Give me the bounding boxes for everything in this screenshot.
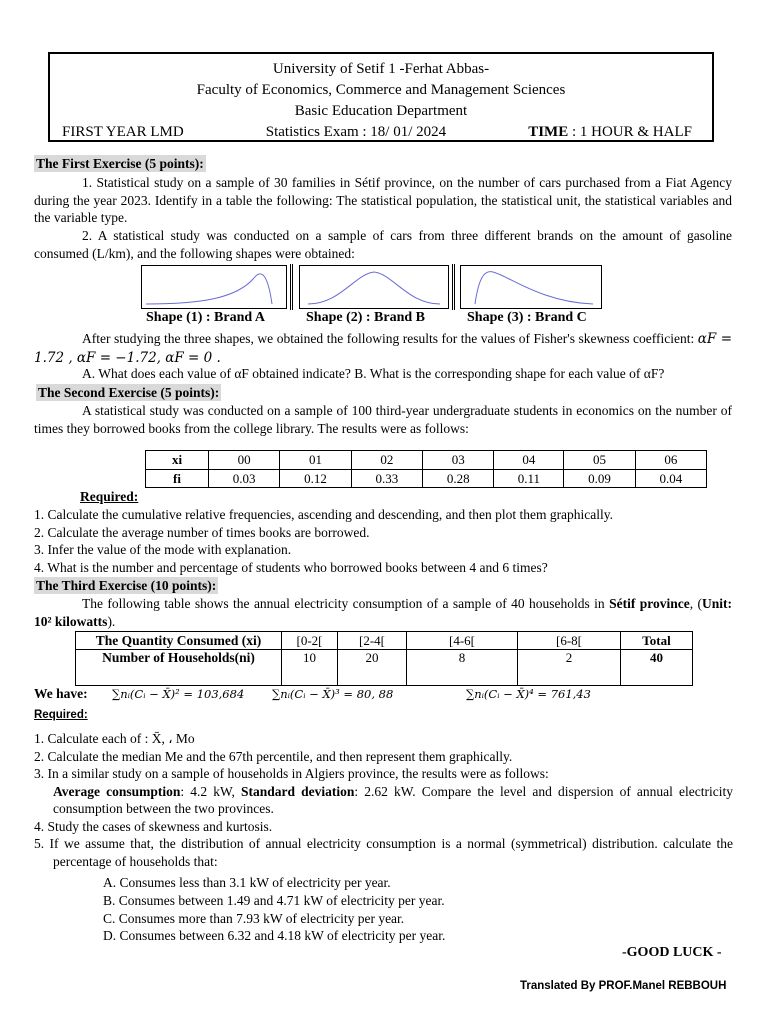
exam-time	[528, 122, 692, 143]
row-x-label: xi	[146, 451, 209, 470]
exercise-1-title: The First Exercise (5 points):	[36, 156, 204, 171]
table-row-classes	[76, 632, 693, 650]
table-row-x	[146, 451, 707, 470]
table-cell: 06	[635, 451, 706, 470]
sum-squared: ∑nᵢ(Cᵢ − X̄)² = 103,684	[112, 687, 245, 701]
avg-label: Average consumption	[53, 783, 181, 799]
shape-3-box	[460, 265, 602, 309]
university-name: University of Setif 1 -Ferhat Abbas-	[272, 61, 490, 77]
unit-label: Unit	[701, 596, 728, 611]
skewness-values: αF = 1.72 , αF = −1.72, αF = 0 .	[34, 331, 733, 366]
exercise-3-list	[34, 730, 734, 870]
exercise-3-required: Required:	[34, 709, 88, 721]
we-have-label: We have:	[34, 686, 88, 701]
exercise-1-qa: A. What does each value of αF obtained indicate? B. What is the corresponding shape for each value of αF?	[82, 366, 665, 381]
sd-label: Standard deviation	[241, 783, 355, 799]
exercise-3-intro	[34, 595, 732, 630]
table-cell: 0.33	[351, 470, 422, 488]
exercise-1-after	[34, 330, 732, 367]
list-item: 3. In a similar study on a sample of households in Algiers province, the results were as follows:	[34, 766, 549, 781]
exercise-2-list	[34, 506, 734, 576]
table-cell: [6-8[	[518, 632, 621, 650]
list-item: 5. If we assume that, the distribution of annual electricity consumption is a normal (symmetrical) distribution. calculate the percentage of households that:	[34, 836, 733, 869]
sum-cubed: ∑nᵢ(Cᵢ − X̄)³ = 80, 88	[272, 687, 394, 701]
exercise-3-table	[75, 631, 693, 686]
sum-fourth: ∑nᵢ(Cᵢ − X̄)⁴ = 761,43	[466, 687, 591, 701]
list-item: 4. What is the number and percentage of students who borrowed books between 4 and 6 times?	[34, 559, 548, 575]
exercise-2-intro: A statistical study was conducted on a sample of 100 third-year undergraduate students in economics on the number of times they borrowed books from the college library. The results were as follows:	[34, 403, 732, 436]
table-cell: 8	[407, 650, 518, 686]
intro-end: ).	[107, 613, 116, 629]
year-level: FIRST YEAR LMD	[62, 124, 184, 140]
row-classes-label: The Quantity Consumed (xi)	[76, 632, 282, 650]
exam-date: Statistics Exam : 18/ 01/ 2024	[265, 124, 447, 140]
avg-value: : 4.2 kW,	[180, 783, 235, 799]
row-f-label: fi	[146, 470, 209, 488]
option-c: C. Consumes more than 7.93 kW of electricity per year.	[103, 910, 405, 926]
time-label: TIME	[528, 124, 569, 140]
table-cell: 00	[209, 451, 280, 470]
shape-1-box	[141, 265, 287, 309]
table-cell: 03	[423, 451, 494, 470]
table-cell: 0.03	[209, 470, 280, 488]
exercise-3-options	[103, 874, 445, 945]
table-cell: 05	[564, 451, 635, 470]
intro-sep: , (	[689, 596, 702, 611]
good-luck: -GOOD LUCK -	[622, 945, 722, 960]
translator-credit: Translated By PROF.Manel REBBOUH	[520, 980, 727, 992]
option-d: D. Consumes between 6.32 and 4.18 kW of electricity per year.	[103, 928, 446, 944]
after-text: After studying the three shapes, we obtained the following results for the values of Fisher's skewness coefficient:	[82, 331, 695, 346]
exercise-1-q1: 1. Statistical study on a sample of 30 families in Sétif province, on the number of cars purchased from a Fiat Agency during the year 2023. Identify in a table the following: The statistical population, the statistical unit, the statistical variables and the variable type.	[34, 175, 732, 225]
table-cell: [2-4[	[338, 632, 407, 650]
table-cell: 20	[338, 650, 407, 686]
table-cell: 0.04	[635, 470, 706, 488]
table-row-counts	[76, 650, 693, 686]
department-name: Basic Education Department	[294, 103, 468, 119]
exercise-1-q2: 2. A statistical study was conducted on a sample of cars from three different brands on the amount of gasoline consumed (L/km), and the following shapes were obtained:	[34, 228, 732, 261]
exam-header	[48, 52, 714, 142]
shape-3-label: Shape (3) : Brand C	[467, 310, 587, 325]
shape-3-curve	[461, 266, 601, 308]
table-cell: 0.12	[280, 470, 351, 488]
list-item: 3. Infer the value of the mode with explanation.	[34, 542, 292, 557]
shape-separator	[452, 264, 455, 310]
shape-2-curve	[300, 266, 448, 308]
table-cell: 02	[351, 451, 422, 470]
exercise-3-title: The Third Exercise (10 points):	[36, 578, 217, 593]
table-cell: 10	[282, 650, 338, 686]
time-value: : 1 HOUR & HALF	[571, 124, 692, 140]
option-b: B. Consumes between 1.49 and 4.71 kW of electricity per year.	[103, 892, 445, 908]
total-value: 40	[621, 650, 693, 686]
shape-1-label: Shape (1) : Brand A	[146, 310, 266, 325]
list-item: 2. Calculate the average number of times books are borrowed.	[34, 524, 370, 540]
intro-province: Sétif province	[609, 596, 690, 611]
table-cell: 0.09	[564, 470, 635, 488]
table-cell: 01	[280, 451, 351, 470]
table-row-f	[146, 470, 707, 488]
table-cell: 0.28	[423, 470, 494, 488]
shape-2-label: Shape (2) : Brand B	[306, 310, 426, 325]
header-info-row	[50, 122, 712, 143]
total-label: Total	[621, 632, 693, 650]
shape-1-curve	[142, 266, 286, 308]
table-cell: 04	[494, 451, 564, 470]
list-item: 4. Study the cases of skewness and kurtosis.	[34, 818, 273, 834]
table-cell: 0.11	[494, 470, 564, 488]
shape-separator	[290, 264, 293, 310]
list-item: 2. Calculate the median Me and the 67th percentile, and then represent them graphically.	[34, 748, 513, 764]
sd-value: : 2.62 kW. Compare the level and dispersion of annual electricity consumption between the two provinces.	[53, 783, 734, 816]
exercise-2-title: The Second Exercise (5 points):	[38, 385, 220, 400]
shape-2-box	[299, 265, 449, 309]
intro-text: The following table shows the annual electricity consumption of a sample of 40 households in	[82, 596, 605, 611]
option-a: A. Consumes less than 3.1 kW of electricity per year.	[103, 875, 391, 890]
faculty-name: Faculty of Economics, Commerce and Management Sciences	[196, 82, 566, 98]
table-cell: [4-6[	[407, 632, 518, 650]
table-cell: 2	[518, 650, 621, 686]
list-item: 1. Calculate each of : X̄, ، Mo	[34, 731, 195, 746]
row-counts-label: Number of Households(ni)	[76, 650, 282, 686]
exercise-2-table	[145, 450, 707, 488]
list-item: 1. Calculate the cumulative relative frequencies, ascending and descending, and then plot them graphically.	[34, 507, 614, 522]
unit-value: : 10² kilowatts	[34, 596, 732, 629]
list-item	[34, 783, 733, 818]
table-cell: [0-2[	[282, 632, 338, 650]
exercise-2-required: Required:	[80, 489, 139, 504]
